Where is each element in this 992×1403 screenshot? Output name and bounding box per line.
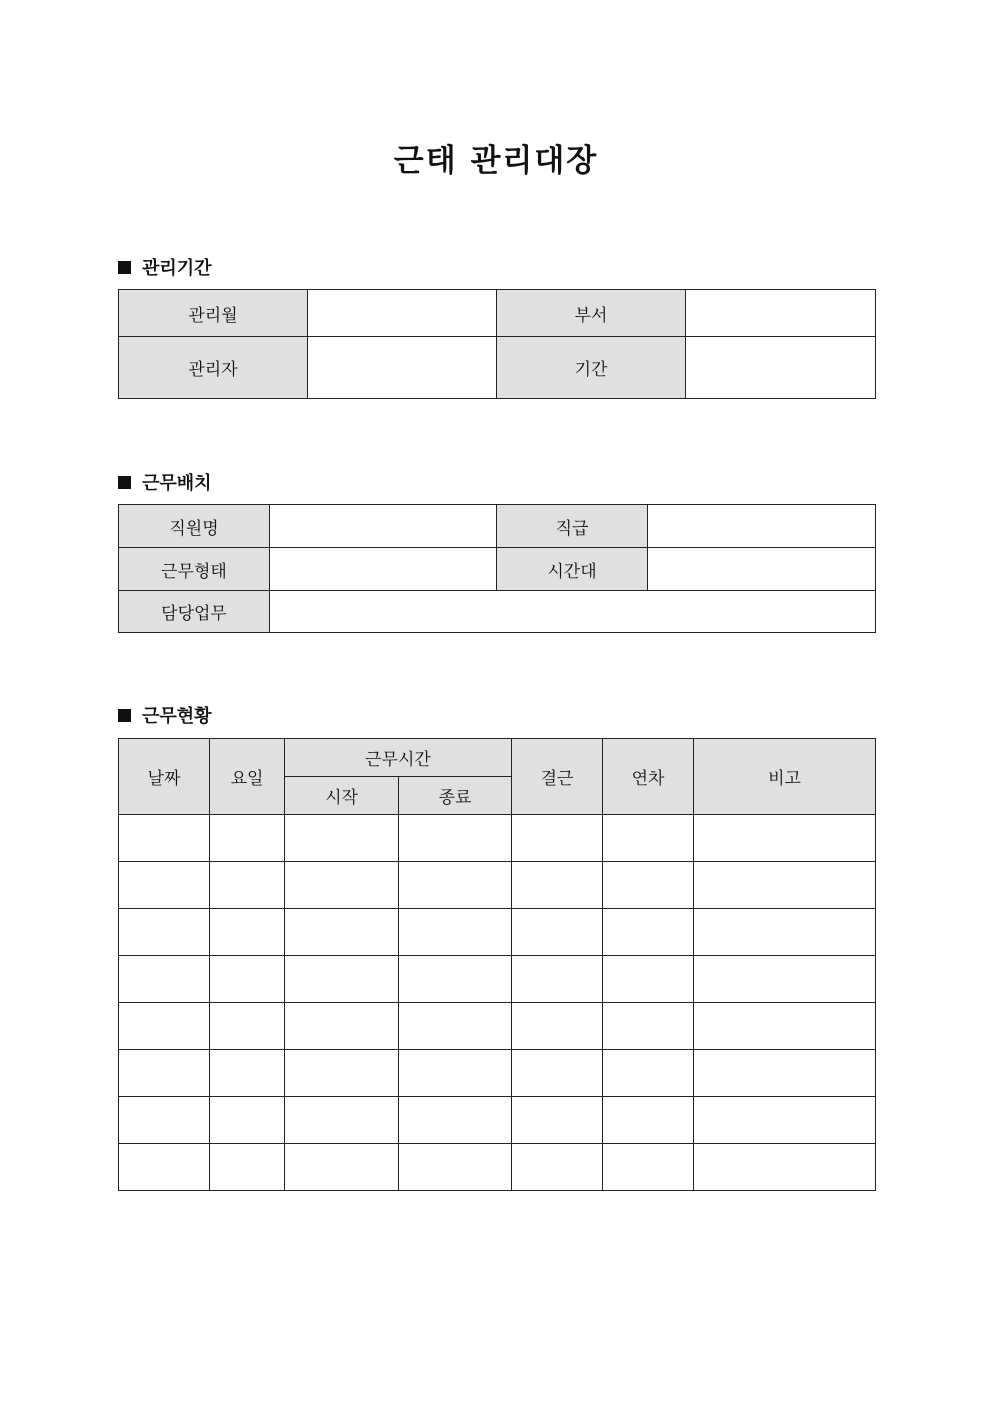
cell-end[interactable] [399,909,512,956]
column-header-start: 시작 [285,777,399,815]
cell-annual-leave[interactable] [603,1144,694,1191]
cell-start[interactable] [285,1144,399,1191]
section-heading-label: 근무현황 [142,706,212,727]
table-row [119,862,876,909]
cell-remarks[interactable] [694,1097,876,1144]
cell-date[interactable] [119,1050,210,1097]
label-department: 부서 [497,290,686,337]
cell-start[interactable] [285,862,399,909]
cell-annual-leave[interactable] [603,909,694,956]
cell-end[interactable] [399,1050,512,1097]
cell-absence[interactable] [512,956,603,1003]
cell-weekday[interactable] [210,909,285,956]
cell-end[interactable] [399,815,512,862]
cell-annual-leave[interactable] [603,1050,694,1097]
cell-end[interactable] [399,956,512,1003]
cell-date[interactable] [119,862,210,909]
cell-annual-leave[interactable] [603,1003,694,1050]
cell-absence[interactable] [512,1097,603,1144]
table-row [119,815,876,862]
cell-date[interactable] [119,956,210,1003]
table-row [119,909,876,956]
column-header-end: 종료 [399,777,512,815]
label-duties: 담당업무 [119,591,270,633]
cell-start[interactable] [285,1003,399,1050]
cell-annual-leave[interactable] [603,956,694,1003]
label-position: 직급 [497,505,648,548]
cell-annual-leave[interactable] [603,862,694,909]
cell-end[interactable] [399,1097,512,1144]
value-time-slot[interactable] [648,548,876,591]
cell-remarks[interactable] [694,956,876,1003]
work-assignment-table [118,504,876,633]
management-period-table [118,289,876,399]
table-row [119,1097,876,1144]
cell-remarks[interactable] [694,1144,876,1191]
cell-remarks[interactable] [694,909,876,956]
cell-start[interactable] [285,815,399,862]
table-row [119,1003,876,1050]
cell-start[interactable] [285,909,399,956]
cell-remarks[interactable] [694,862,876,909]
cell-date[interactable] [119,1003,210,1050]
square-bullet-icon [118,476,131,489]
cell-annual-leave[interactable] [603,1097,694,1144]
cell-absence[interactable] [512,815,603,862]
cell-absence[interactable] [512,1050,603,1097]
label-month: 관리월 [119,290,308,337]
column-header-weekday: 요일 [210,739,285,815]
cell-remarks[interactable] [694,815,876,862]
cell-date[interactable] [119,1144,210,1191]
work-status-table [118,738,876,1191]
label-manager: 관리자 [119,337,308,399]
section-heading-label: 관리기간 [142,258,212,279]
cell-start[interactable] [285,1097,399,1144]
value-period[interactable] [686,337,876,399]
document-title: 근태 관리대장 [393,143,599,179]
square-bullet-icon [118,261,131,274]
cell-absence[interactable] [512,1003,603,1050]
section-heading-label: 근무배치 [142,473,212,494]
value-month[interactable] [308,290,497,337]
cell-date[interactable] [119,1097,210,1144]
column-header-remarks: 비고 [694,739,876,815]
label-employee-name: 직원명 [119,505,270,548]
section-heading-work-assignment [118,469,212,495]
cell-end[interactable] [399,1144,512,1191]
column-header-annual-leave: 연차 [603,739,694,815]
section-heading-management-period [118,254,212,280]
cell-end[interactable] [399,862,512,909]
cell-weekday[interactable] [210,862,285,909]
cell-start[interactable] [285,1050,399,1097]
section-heading-work-status [118,702,212,728]
cell-absence[interactable] [512,1144,603,1191]
cell-remarks[interactable] [694,1050,876,1097]
value-manager[interactable] [308,337,497,399]
value-work-type[interactable] [270,548,497,591]
cell-date[interactable] [119,815,210,862]
table-row [119,1050,876,1097]
column-header-work-hours: 근무시간 [285,739,512,777]
cell-weekday[interactable] [210,1144,285,1191]
cell-weekday[interactable] [210,1097,285,1144]
value-duties[interactable] [270,591,876,633]
cell-weekday[interactable] [210,815,285,862]
cell-annual-leave[interactable] [603,815,694,862]
column-header-date: 날짜 [119,739,210,815]
cell-start[interactable] [285,956,399,1003]
label-work-type: 근무형태 [119,548,270,591]
cell-absence[interactable] [512,909,603,956]
cell-absence[interactable] [512,862,603,909]
table-row [119,956,876,1003]
column-header-absence: 결근 [512,739,603,815]
value-department[interactable] [686,290,876,337]
label-time-slot: 시간대 [497,548,648,591]
value-position[interactable] [648,505,876,548]
cell-end[interactable] [399,1003,512,1050]
label-period: 기간 [497,337,686,399]
value-employee-name[interactable] [270,505,497,548]
cell-weekday[interactable] [210,1050,285,1097]
cell-date[interactable] [119,909,210,956]
cell-weekday[interactable] [210,1003,285,1050]
table-row [119,1144,876,1191]
cell-remarks[interactable] [694,1003,876,1050]
cell-weekday[interactable] [210,956,285,1003]
square-bullet-icon [118,709,131,722]
